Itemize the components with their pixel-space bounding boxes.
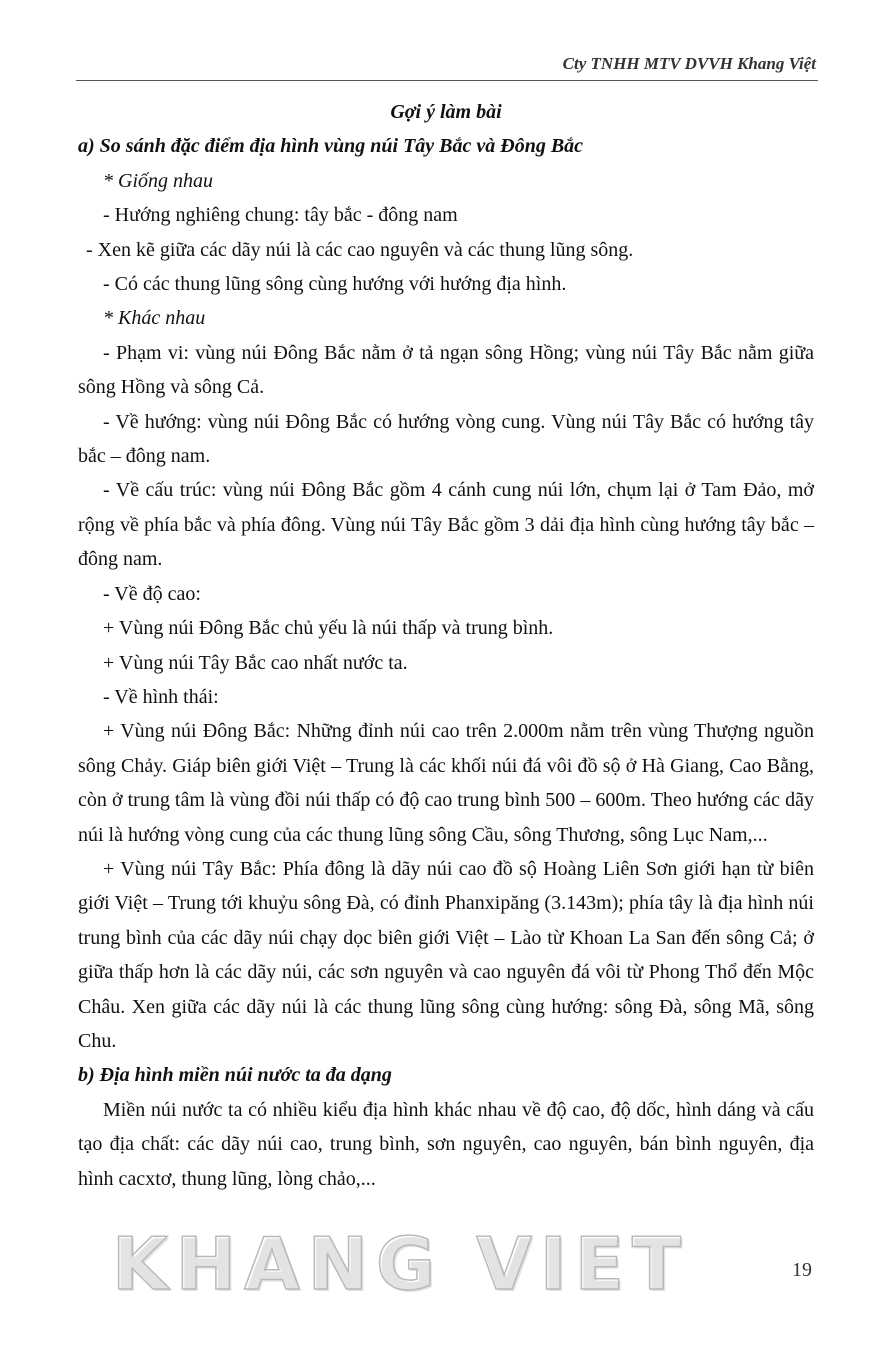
different-label: * Khác nhau: [103, 307, 206, 330]
section-title: Gợi ý làm bài: [390, 101, 502, 123]
height-label: - Về độ cao:: [103, 582, 201, 605]
morphology-east-paragraph: + Vùng núi Đông Bắc: Những đỉnh núi cao trên 2.000m nằm trên vùng Thượng nguồn sông Chảy. Giáp biên giới Việt – Trung là các khối núi đá vôi đồ sộ ở Hà Giang, Cao Bằng, còn ở trung tâm là vùng đồi núi thấp có độ cao trung bình 500 – 600m. Theo hướng các dãy núi là hướng vòng cung của các thung lũng sông Cầu, sông Thương, sông Lục Nam,...: [78, 720, 814, 846]
page-body: [78, 95, 814, 1196]
header-divider: [76, 80, 818, 81]
similar-item: - Hướng nghiêng chung: tây bắc - đông nam: [103, 204, 458, 227]
direction-paragraph: - Về hướng: vùng núi Đông Bắc có hướng vòng cung. Vùng núi Tây Bắc có hướng tây bắc – đông nam.: [78, 410, 814, 468]
watermark-logo: KHANG VIET: [112, 1222, 690, 1306]
height-item: + Vùng núi Tây Bắc cao nhất nước ta.: [103, 651, 408, 674]
morphology-west-paragraph: + Vùng núi Tây Bắc: Phía đông là dãy núi cao đồ sộ Hoàng Liên Sơn giới hạn từ biên giới Việt – Trung tới khuỷu sông Đà, có đỉnh Phanxipăng (3.143m); phía tây là địa hình núi trung bình của các dãy núi chạy dọc biên giới Việt – Lào từ Khoan La San đến sông Cả; ở giữa thấp hơn là các dãy núi, các sơn nguyên và cao nguyên đá vôi từ Phong Thổ đến Mộc Châu. Xen giữa các dãy núi là các thung lũng sông cùng hướng: sông Đà, sông Mã, sông Chu.: [78, 857, 814, 1052]
part-b-heading: b) Địa hình miền núi nước ta đa dạng: [78, 1064, 392, 1087]
part-b-paragraph: Miền núi nước ta có nhiều kiểu địa hình khác nhau về độ cao, độ dốc, hình dáng và cấu tạo địa chất: các dãy núi cao, trung bình, sơn nguyên, cao nguyên, bán bình nguyên, địa hình cacxtơ, thung lũng, lòng chảo,...: [78, 1098, 814, 1190]
structure-paragraph: - Về cấu trúc: vùng núi Đông Bắc gồm 4 cánh cung núi lớn, chụm lại ở Tam Đảo, mở rộng về phía bắc và phía đông. Vùng núi Tây Bắc gồm 3 dải địa hình cùng hướng tây bắc – đông nam.: [78, 479, 814, 571]
part-a-heading: a) So sánh đặc điểm địa hình vùng núi Tây Bắc và Đông Bắc: [78, 135, 584, 158]
height-item: + Vùng núi Đông Bắc chủ yếu là núi thấp và trung bình.: [103, 617, 554, 640]
similar-label: * Giống nhau: [103, 169, 213, 192]
similar-item: - Có các thung lũng sông cùng hướng với hướng địa hình.: [103, 273, 567, 296]
scope-paragraph: - Phạm vi: vùng núi Đông Bắc nằm ở tả ngạn sông Hồng; vùng núi Tây Bắc nằm giữa sông Hồng và sông Cả.: [78, 341, 814, 399]
running-header: Cty TNHH MTV DVVH Khang Việt: [562, 54, 816, 73]
morphology-label: - Về hình thái:: [103, 685, 219, 708]
page-number: 19: [792, 1259, 812, 1281]
similar-item: - Xen kẽ giữa các dãy núi là các cao nguyên và các thung lũng sông.: [86, 238, 634, 261]
